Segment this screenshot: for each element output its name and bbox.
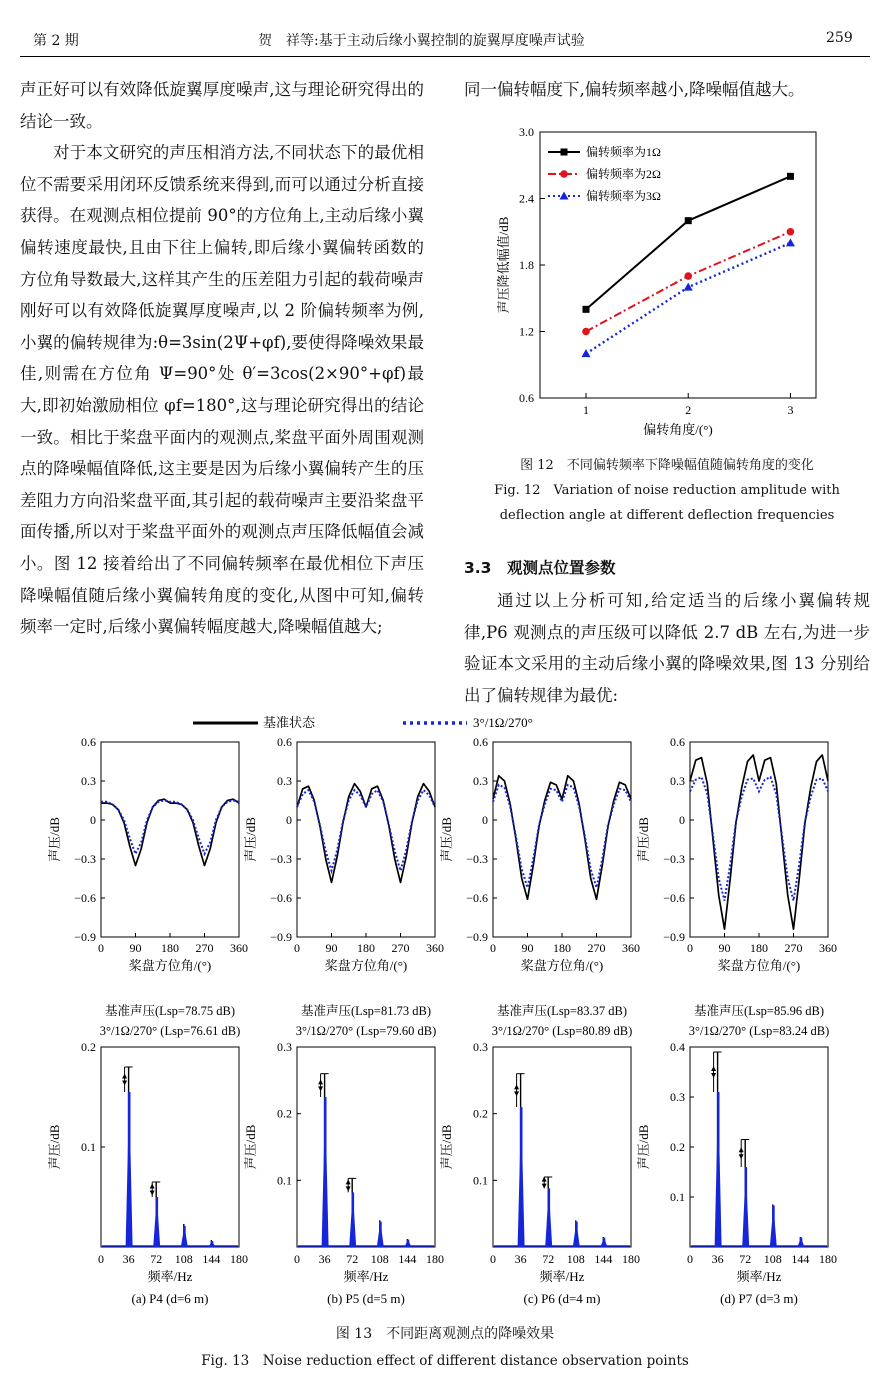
x-tick-label: 36: [514, 1252, 527, 1266]
y-tick-label: 0.6: [277, 735, 292, 749]
reduction-arrow: [346, 1186, 351, 1191]
y-axis-label: 声压/dB: [47, 1124, 62, 1170]
plot-frame: [690, 742, 828, 937]
y-axis-label: 声压降低幅值/dB: [496, 216, 511, 314]
issue-number: 第 2 期: [33, 33, 79, 49]
data-point: [787, 173, 794, 180]
control-peak-base: [600, 1238, 607, 1247]
x-tick-label: 180: [230, 1252, 248, 1266]
x-tick-label: 144: [202, 1252, 221, 1266]
control-peak-base: [770, 1206, 777, 1248]
x-tick-label: 144: [791, 1252, 810, 1266]
y-tick-label: 0.1: [81, 1140, 96, 1154]
data-point: [786, 238, 795, 246]
x-axis-label: 桨盘方位角/(°): [128, 958, 212, 973]
x-tick-label: 108: [763, 1252, 782, 1266]
legend-label: 偏转频率为3Ω: [586, 189, 661, 203]
y-tick-label: −0.9: [663, 930, 685, 944]
data-point: [582, 349, 591, 357]
x-tick-label: 72: [542, 1252, 555, 1266]
x-tick-label: 360: [230, 941, 248, 955]
y-tick-label: 3.0: [519, 125, 534, 139]
plot-frame: [493, 742, 631, 937]
data-point: [684, 272, 692, 280]
control-spl-label: 3°/1Ω/270° (Lsp=79.60 dB): [295, 1024, 437, 1038]
x-tick-label: 0: [687, 1252, 693, 1266]
right-column-body: [464, 585, 870, 711]
header-rule: [20, 56, 870, 57]
reduction-arrow: [150, 1191, 155, 1196]
running-title: 贺 祥等:基于主动后缘小翼控制的旋翼厚度噪声试验: [258, 33, 585, 49]
y-tick-label: 0.3: [81, 774, 96, 788]
y-tick-label: −0.9: [270, 930, 292, 944]
data-point: [787, 228, 795, 236]
y-tick-label: 1.8: [519, 258, 534, 272]
x-tick-label: 144: [594, 1252, 613, 1266]
reduction-arrow: [122, 1074, 127, 1079]
y-tick-label: −0.6: [466, 891, 488, 905]
baseline-curve: [297, 784, 435, 883]
reduction-arrow: [739, 1147, 744, 1152]
figure-13: [45, 705, 845, 1320]
x-tick-label: 0: [490, 941, 496, 955]
x-tick-label: 0: [294, 941, 300, 955]
y-tick-label: 0.2: [81, 1040, 96, 1054]
data-point: [582, 328, 590, 336]
series-line: [586, 243, 790, 354]
y-tick-label: −0.3: [663, 852, 685, 866]
figure-12-caption-en: deflection angle at different deflection frequencies: [499, 508, 835, 523]
reduction-arrow: [542, 1184, 547, 1189]
y-tick-label: −0.9: [466, 930, 488, 944]
y-tick-label: 0.6: [81, 735, 96, 749]
y-tick-label: 0.4: [670, 1040, 685, 1054]
legend-label: 基准状态: [263, 715, 316, 730]
reduction-arrow: [150, 1184, 155, 1189]
x-tick-label: 1: [583, 403, 589, 417]
y-tick-label: 0.6: [670, 735, 685, 749]
control-peak-base: [126, 1092, 133, 1247]
y-axis-label: 声压/dB: [47, 817, 62, 862]
y-tick-label: 0.2: [670, 1140, 685, 1154]
y-tick-label: 0.3: [277, 1040, 292, 1054]
legend-marker: [561, 149, 568, 156]
control-curve: [690, 777, 828, 901]
baseline-spl-label: 基准声压(Lsp=78.75 dB): [105, 1004, 235, 1018]
x-tick-label: 108: [370, 1252, 389, 1266]
x-tick-label: 2: [685, 403, 692, 417]
y-tick-label: −0.3: [270, 852, 292, 866]
x-tick-label: 180: [357, 941, 375, 955]
control-peak-base: [715, 1092, 722, 1247]
x-tick-label: 0: [294, 1252, 300, 1266]
y-axis-label: 声压/dB: [439, 1124, 454, 1170]
y-tick-label: 0: [286, 813, 292, 827]
control-peak-base: [573, 1222, 580, 1247]
plot-frame: [101, 742, 239, 937]
reduction-arrow: [514, 1091, 519, 1096]
figure-13-caption-en: Fig. 13 Noise reduction effect of different distance observation points: [201, 1353, 689, 1369]
y-axis-label: 声压/dB: [439, 817, 454, 862]
x-tick-label: 180: [553, 941, 571, 955]
data-point: [685, 217, 692, 224]
y-axis-label: 声压/dB: [636, 817, 651, 862]
x-tick-label: 36: [318, 1252, 331, 1266]
x-tick-label: 144: [398, 1252, 417, 1266]
x-tick-label: 90: [129, 941, 142, 955]
figure-12-caption-en: Fig. 12 Variation of noise reduction amplitude with: [494, 483, 840, 498]
reduction-arrow: [318, 1086, 323, 1091]
control-peak-base: [181, 1226, 188, 1247]
body-paragraph: 对于本文研究的声压相消方法,不同状态下的最优相位不需要采用闭环反馈系统来得到,而可以通过分析直接获得。在观测点相位提前 90°的方位角上,主动后缘小翼偏转速度最快,且由下往上偏转,即后缘小翼偏转函数的方位角导数最大,这样其产生的压差阻力引起的载荷噪声刚好可以有效降低旋翼厚度噪声,以 2 阶偏转频率为例,小翼的偏转规律为:θ=3sin(2Ψ+φf),要使得降噪效果最佳,则需在方位角 Ψ=90°处 θ′=3cos(2×90°+φf)最大,即初始激励相位 φf=180°,这与理论研究得出的结论一致。相比于桨盘平面内的观测点,桨盘平面外周围观测点的降噪幅值降低,这主要是因为后缘小翼偏转产生的压差阻力方向沿桨盘平面,其引起的载荷噪声主要沿桨盘平面传播,所以对于桨盘平面外的观测点声压降低幅值会减小。图 12 接着给出了不同偏转频率在最优相位下声压降噪幅值随后缘小翼偏转角度的变化,从图中可知,偏转频率一定时,后缘小翼偏转幅度越大,降噪幅值越大;: [20, 143, 424, 637]
plot-frame: [101, 1047, 239, 1247]
control-spl-label: 3°/1Ω/270° (Lsp=80.89 dB): [491, 1024, 633, 1038]
x-tick-label: 180: [750, 941, 768, 955]
x-tick-label: 108: [566, 1252, 585, 1266]
control-curve: [101, 801, 239, 854]
y-tick-label: 0.2: [473, 1106, 488, 1121]
y-axis-label: 声压/dB: [243, 817, 258, 862]
control-curve: [493, 785, 631, 888]
control-peak-base: [322, 1097, 329, 1247]
y-tick-label: 0: [679, 813, 685, 827]
control-peak-base: [742, 1167, 749, 1247]
baseline-curve: [690, 755, 828, 929]
y-tick-label: −0.9: [74, 930, 96, 944]
control-peak-base: [797, 1238, 804, 1248]
x-axis-label: 桨盘方位角/(°): [717, 958, 801, 973]
left-column: [20, 74, 424, 643]
control-spl-label: 3°/1Ω/270° (Lsp=83.24 dB): [688, 1024, 830, 1038]
control-peak-base: [153, 1197, 160, 1247]
x-tick-label: 90: [325, 941, 338, 955]
y-tick-label: 1.2: [519, 324, 534, 339]
y-tick-label: −0.3: [74, 852, 96, 866]
x-tick-label: 180: [426, 1252, 444, 1266]
body-paragraph: 通过以上分析可知,给定适当的后缘小翼偏转规律,P6 观测点的声压级可以降低 2.7 dB 左右,为进一步验证本文采用的主动后缘小翼的降噪效果,图 13 分别给出了偏转规律为最优:: [464, 591, 870, 705]
y-tick-label: 0.2: [277, 1106, 292, 1121]
y-tick-label: 0: [90, 813, 96, 827]
reduction-arrow: [122, 1081, 127, 1086]
control-peak-base: [349, 1192, 356, 1247]
panel-label: (a) P4 (d=6 m): [131, 1291, 209, 1306]
y-tick-label: 2.4: [519, 191, 534, 206]
baseline-spl-label: 基准声压(Lsp=85.96 dB): [694, 1004, 824, 1018]
baseline-curve: [101, 799, 239, 865]
figure-13-caption-cn: 图 13 不同距离观测点的降噪效果: [335, 1326, 555, 1342]
y-tick-label: 0: [482, 813, 488, 827]
x-tick-label: 72: [346, 1252, 359, 1266]
y-tick-label: −0.6: [74, 891, 96, 905]
legend-marker: [560, 192, 569, 200]
data-point: [583, 306, 590, 313]
x-axis-label: 频率/Hz: [736, 1269, 782, 1284]
baseline-spl-label: 基准声压(Lsp=83.37 dB): [497, 1004, 627, 1018]
baseline-curve: [493, 776, 631, 900]
figure-12-caption-cn: 图 12 不同偏转频率下降噪幅值随偏转角度的变化: [520, 458, 814, 473]
legend-label: 3°/1Ω/270°: [473, 715, 533, 730]
body-paragraph: 同一偏转幅度下,偏转频率越小,降噪幅值越大。: [464, 80, 805, 99]
y-tick-label: −0.6: [270, 891, 292, 905]
x-tick-label: 0: [490, 1252, 496, 1266]
reduction-arrow: [711, 1066, 716, 1071]
reduction-arrow: [514, 1084, 519, 1089]
y-tick-label: 0.1: [670, 1190, 685, 1204]
x-tick-label: 0: [687, 941, 693, 955]
control-peak-base: [545, 1188, 552, 1247]
legend-label: 偏转频率为2Ω: [586, 167, 661, 181]
section-heading: 3.3 观测点位置参数: [464, 559, 616, 577]
y-tick-label: −0.3: [466, 852, 488, 866]
x-tick-label: 270: [391, 941, 410, 955]
control-peak-base: [518, 1107, 525, 1247]
legend-label: 偏转频率为1Ω: [586, 145, 661, 159]
x-tick-label: 360: [622, 941, 640, 955]
x-tick-label: 108: [174, 1252, 193, 1266]
page-number: 259: [826, 30, 853, 46]
y-tick-label: −0.6: [663, 891, 685, 905]
control-peak-base: [404, 1240, 411, 1247]
panel-label: (b) P5 (d=5 m): [327, 1291, 405, 1306]
panel-label: (c) P6 (d=4 m): [523, 1291, 601, 1306]
plot-frame: [493, 1047, 631, 1247]
x-tick-label: 90: [521, 941, 534, 955]
x-axis-label: 频率/Hz: [147, 1269, 193, 1284]
reduction-arrow: [739, 1154, 744, 1159]
figure-12-chart: [490, 118, 830, 448]
x-tick-label: 0: [98, 941, 104, 955]
x-tick-label: 360: [819, 941, 837, 955]
reduction-arrow: [318, 1079, 323, 1084]
x-tick-label: 360: [426, 941, 444, 955]
x-tick-label: 36: [711, 1252, 724, 1266]
y-tick-label: 0.3: [277, 774, 292, 788]
x-tick-label: 72: [739, 1252, 752, 1266]
x-tick-label: 72: [150, 1252, 163, 1266]
x-axis-label: 频率/Hz: [343, 1269, 389, 1284]
x-tick-label: 0: [98, 1252, 104, 1266]
y-tick-label: 0.6: [519, 391, 534, 405]
x-tick-label: 270: [587, 941, 606, 955]
body-paragraph: 声正好可以有效降低旋翼厚度噪声,这与理论研究得出的结论一致。: [20, 80, 424, 131]
panel-label: (d) P7 (d=3 m): [720, 1291, 798, 1306]
plot-frame: [297, 1047, 435, 1247]
reduction-arrow: [711, 1073, 716, 1078]
y-axis-label: 声压/dB: [636, 1124, 651, 1170]
x-tick-label: 270: [784, 941, 803, 955]
x-tick-label: 180: [819, 1252, 837, 1266]
plot-frame: [690, 1047, 828, 1247]
legend-marker: [560, 170, 568, 178]
plot-frame: [540, 132, 816, 398]
reduction-arrow: [346, 1179, 351, 1184]
x-tick-label: 3: [787, 403, 794, 417]
y-tick-label: 0.6: [473, 735, 488, 749]
y-tick-label: 0.3: [473, 774, 488, 788]
y-tick-label: 0.1: [277, 1173, 292, 1188]
x-tick-label: 36: [122, 1252, 135, 1266]
control-spl-label: 3°/1Ω/270° (Lsp=76.61 dB): [99, 1024, 241, 1038]
x-tick-label: 180: [161, 941, 179, 955]
x-axis-label: 桨盘方位角/(°): [324, 958, 408, 973]
control-peak-base: [377, 1222, 384, 1247]
right-column-line: [464, 74, 870, 106]
y-tick-label: 0.3: [670, 774, 685, 788]
plot-frame: [297, 742, 435, 937]
control-peak-base: [208, 1241, 215, 1247]
y-tick-label: 0.1: [473, 1173, 488, 1188]
y-tick-label: 0.3: [473, 1040, 488, 1054]
baseline-spl-label: 基准声压(Lsp=81.73 dB): [301, 1004, 431, 1018]
y-axis-label: 声压/dB: [243, 1124, 258, 1170]
x-axis-label: 桨盘方位角/(°): [520, 958, 604, 973]
x-tick-label: 180: [622, 1252, 640, 1266]
x-tick-label: 90: [718, 941, 731, 955]
control-curve: [297, 790, 435, 871]
x-axis-label: 频率/Hz: [539, 1269, 585, 1284]
y-tick-label: 0.3: [670, 1090, 685, 1104]
x-axis-label: 偏转角度/(°): [643, 422, 713, 437]
x-tick-label: 270: [195, 941, 214, 955]
